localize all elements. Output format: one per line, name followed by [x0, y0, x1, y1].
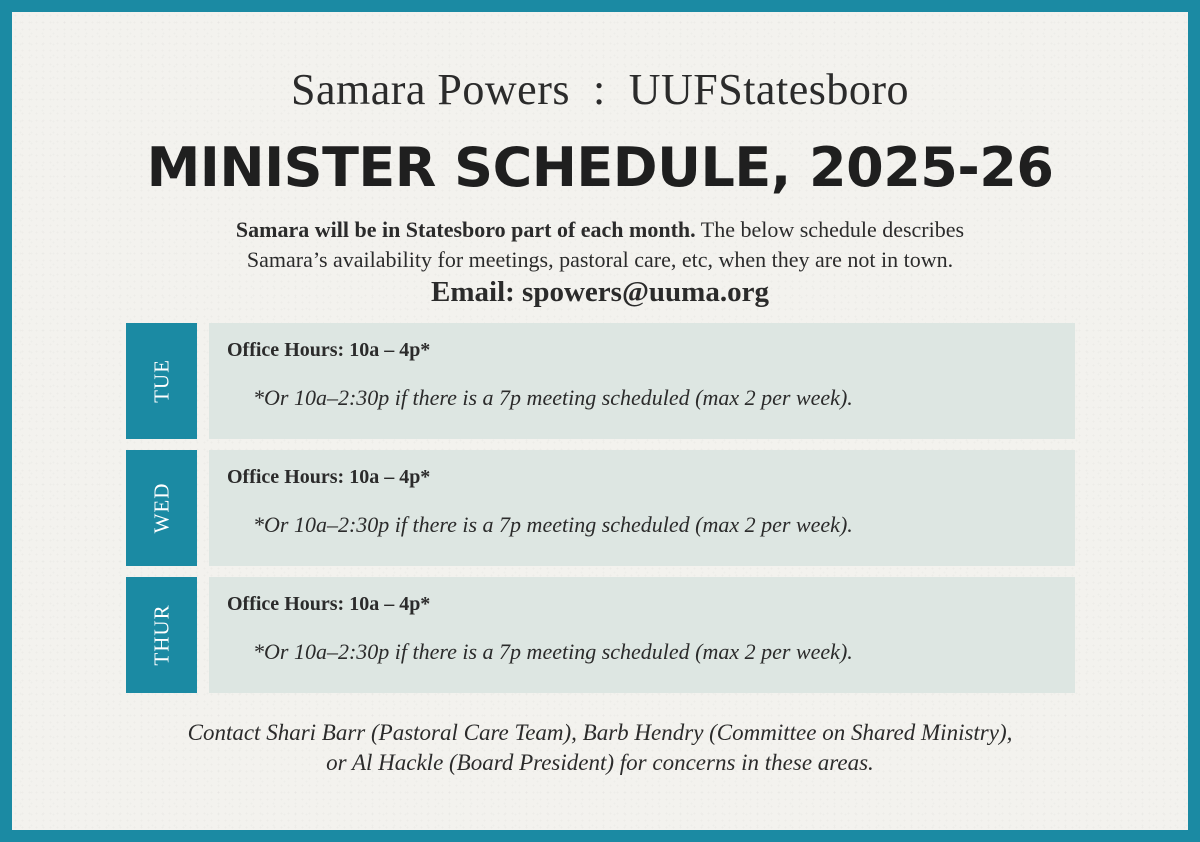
day-tab-wed: [126, 450, 197, 566]
document-page: [12, 12, 1188, 830]
intro-paragraph: [72, 215, 1128, 275]
hours-note-tue: *Or 10a–2:30p if there is a 7p meeting scheduled (max 2 per week).: [253, 385, 853, 410]
hours-note-thur: *Or 10a–2:30p if there is a 7p meeting scheduled (max 2 per week).: [253, 639, 853, 664]
day-label-thur: THUR: [149, 604, 173, 666]
office-hours-tue: Office Hours: 10a – 4p*: [227, 339, 431, 361]
day-panel-tue: [209, 323, 1075, 439]
intro-text-2: Samara’s availability for meetings, pastoral care, etc, when they are not in town.: [246, 247, 954, 272]
day-label-wed: WED: [149, 482, 173, 534]
congregation-name: UUFStatesboro: [628, 65, 909, 114]
office-hours-thur: Office Hours: 10a – 4p*: [227, 593, 431, 615]
page-title: MINISTER SCHEDULE, 2025-26: [146, 136, 1054, 199]
hours-note-wed: *Or 10a–2:30p if there is a 7p meeting scheduled (max 2 per week).: [253, 512, 853, 537]
email-line: Email: spowers@uuma.org: [431, 276, 769, 308]
header-line: [12, 64, 1188, 115]
office-hours-wed: Office Hours: 10a – 4p*: [227, 466, 431, 488]
day-tab-tue: [126, 323, 197, 439]
header-separator: :: [592, 65, 606, 114]
footer-line-2: or Al Hackle (Board President) for concerns in these areas.: [326, 750, 874, 775]
contact-footer: [72, 718, 1128, 778]
day-panel-wed: [209, 450, 1075, 566]
day-label-tue: TUE: [149, 359, 173, 403]
footer-line-1: Contact Shari Barr (Pastoral Care Team), Barb Hendry (Committee on Shared Ministry),: [187, 720, 1013, 745]
minister-name: Samara Powers: [290, 65, 570, 114]
day-panel-thur: [209, 577, 1075, 693]
day-tab-thur: [126, 577, 197, 693]
intro-text-1: The below schedule describes: [695, 217, 965, 242]
intro-bold-text: Samara will be in Statesboro part of each month.: [235, 217, 696, 242]
